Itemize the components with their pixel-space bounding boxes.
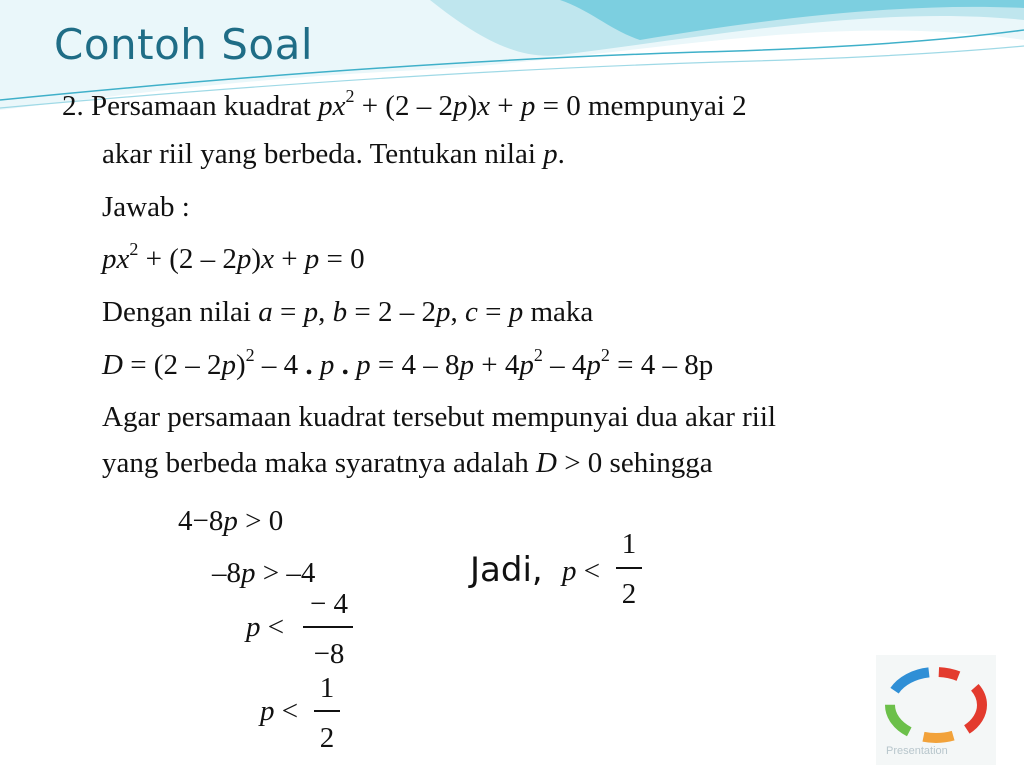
var-p: p [312, 349, 342, 381]
multiply-dot: . [341, 349, 349, 381]
eq-text: = 4 – 8 [370, 349, 460, 381]
step-3-numerator: − 4 [309, 588, 349, 620]
var-p: p [246, 611, 261, 643]
eq-text: < [576, 555, 601, 587]
fraction-bar [616, 567, 642, 569]
eq-text: , [450, 296, 465, 328]
eq-text: = 0 mempunyai 2 [535, 90, 747, 122]
step-4-lhs [260, 694, 298, 728]
var-p: p [508, 296, 524, 328]
exponent: 2 [600, 345, 610, 366]
eq-text: = (2 – 2 [122, 349, 222, 381]
var-c: c [464, 296, 478, 328]
var-p: p [241, 557, 256, 589]
problem-text: Persamaan kuadrat [91, 90, 311, 122]
condition-line-1: Agar persamaan kuadrat tersebut mempunyai dua akar riil [102, 401, 776, 433]
var-p: p [452, 90, 468, 122]
conclusion-denominator: 2 [621, 578, 637, 610]
var-p: p [221, 349, 236, 381]
eq-text: Dengan nilai [102, 296, 259, 328]
var-p: p [318, 90, 333, 122]
var-p: p [543, 138, 558, 170]
eq-text: = 0 [319, 243, 365, 275]
step-3-denominator: −8 [313, 638, 345, 670]
problem-text: akar riil yang berbeda. Tentukan nilai [102, 138, 544, 170]
eq-text: = 2 – 2 [347, 296, 436, 328]
step-2 [212, 556, 315, 590]
eq-text: + 4 [474, 349, 520, 381]
step-4-denominator: 2 [319, 722, 335, 754]
eq-text: – 4 [254, 349, 306, 381]
problem-line-2 [102, 137, 565, 171]
exponent: 2 [533, 345, 543, 366]
var-p: p [260, 695, 275, 727]
eq-text: = [477, 296, 509, 328]
slide-title: Contoh Soal [54, 20, 314, 69]
var-p: p [520, 90, 536, 122]
eq-text: ) [235, 349, 246, 381]
eq-text: yang berbeda maka syaratnya adalah [102, 447, 536, 479]
var-a: a [258, 296, 273, 328]
var-p: p [459, 349, 474, 381]
eq-text: – 4 [542, 349, 587, 381]
var-x: x [477, 90, 491, 122]
var-x: x [116, 243, 130, 275]
answer-label: Jawab : [102, 191, 190, 223]
exponent: 2 [345, 86, 355, 107]
conclusion-lhs [562, 554, 600, 588]
eq-text: + (2 – 2 [138, 243, 237, 275]
exponent: 2 [129, 239, 139, 260]
var-p: p [435, 296, 451, 328]
eq-text: = 4 – 8p [609, 349, 714, 381]
eq-text: ) [251, 243, 262, 275]
var-p: p [304, 243, 320, 275]
eq-text: + (2 – 2 [354, 90, 453, 122]
eq-text: maka [523, 296, 594, 328]
eq-text: = [272, 296, 304, 328]
eq-text: 4−8 [178, 505, 224, 537]
var-p: p [236, 243, 252, 275]
var-x: x [261, 243, 274, 275]
step-4-numerator: 1 [319, 672, 335, 704]
var-D: D [535, 447, 557, 479]
problem-number: 2. [62, 90, 84, 122]
eq-text: + [490, 90, 521, 122]
condition-line-2 [102, 446, 713, 480]
step-1 [178, 504, 283, 538]
discriminant-line [102, 345, 714, 382]
fraction-bar [303, 626, 353, 628]
eq-text: . [557, 138, 565, 170]
conclusion-label: Jadi, [470, 550, 543, 590]
var-p: p [303, 296, 319, 328]
var-p: p [562, 555, 577, 587]
eq-text: , [318, 296, 333, 328]
var-D: D [102, 349, 123, 381]
eq-text: > –4 [255, 557, 316, 589]
eq-text: + [273, 243, 305, 275]
exponent: 2 [245, 345, 255, 366]
var-b: b [332, 296, 348, 328]
multiply-dot: . [305, 349, 313, 381]
coefficients-line [102, 295, 593, 329]
var-p: p [223, 505, 238, 537]
problem-line-1 [62, 86, 747, 123]
step-3-lhs [246, 610, 284, 644]
presentation-logo [876, 655, 996, 765]
eq-text: > 0 [237, 505, 284, 537]
var-x: x [332, 90, 346, 122]
eq-text: ) [467, 90, 478, 122]
var-p: p [586, 349, 601, 381]
eq-text: > 0 sehingga [556, 447, 713, 479]
eq-text: < [260, 611, 285, 643]
logo-text: Presentation [886, 745, 948, 757]
answer-equation [102, 239, 365, 276]
conclusion-numerator: 1 [621, 528, 637, 560]
eq-text: < [274, 695, 299, 727]
eq-text: –8 [212, 557, 241, 589]
var-p: p [519, 349, 534, 381]
var-p: p [348, 349, 371, 381]
var-p: p [102, 243, 117, 275]
fraction-bar [314, 710, 340, 712]
